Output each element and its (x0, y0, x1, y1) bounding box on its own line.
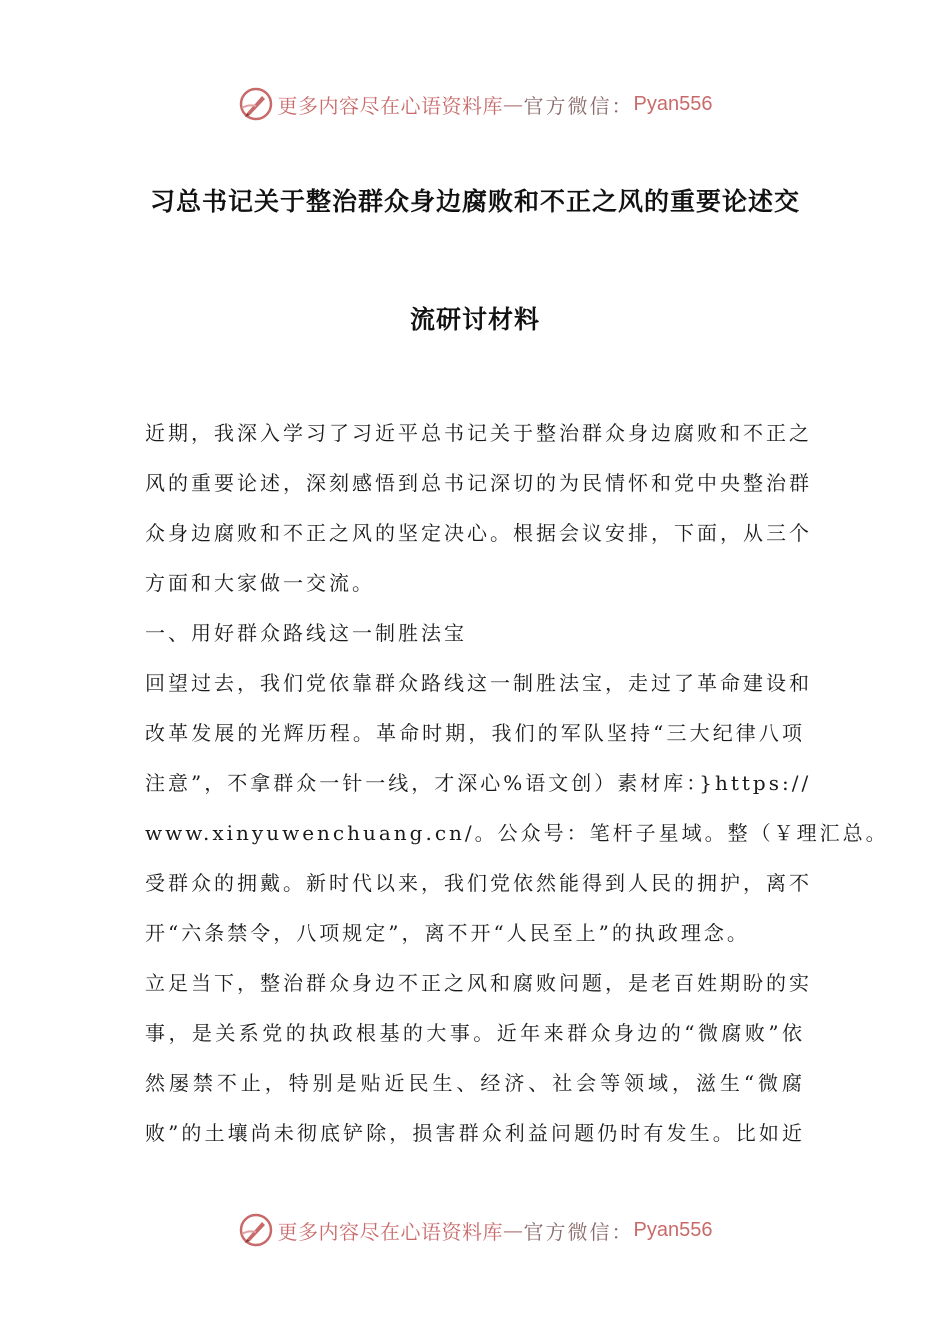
body-line: 开“六条禁令，八项规定”，离不开“人民至上”的执政理念。 (145, 921, 750, 945)
body-line: 风的重要论述，深刻感悟到总书记深切的为民情怀和党中央整治群 (145, 471, 812, 495)
banner-dash: — (503, 1218, 524, 1242)
body-line: 改革发展的光辉历程。革命时期，我们的军队坚持“三大纪律八项 (145, 721, 805, 745)
footer-watermark-banner (0, 1208, 950, 1252)
body-line: 方面和大家做一交流。 (145, 571, 375, 595)
banner-site-text: 更多内容尽在心语资料库 (277, 93, 504, 118)
banner-dash: — (503, 92, 524, 116)
body-line-url: www.xinyuwenchuang.cn/。公众号：笔杆子星域。整（￥理汇总。 (145, 821, 889, 845)
header-watermark-banner (0, 82, 950, 126)
document-body (145, 408, 889, 1158)
body-line: 近期，我深入学习了习近平总书记关于整治群众身边腐败和不正之 (145, 421, 812, 445)
pen-logo-icon (238, 86, 274, 122)
banner-wechat-id: Pyan556 (633, 1218, 713, 1241)
document-title-line-1: 习总书记关于整治群众身边腐败和不正之风的重要论述交 (149, 187, 800, 216)
banner-site-text: 更多内容尽在心语资料库 (277, 1219, 504, 1244)
body-line: 然屡禁不止，特别是贴近民生、经济、社会等领域，滋生“微腐 (145, 1071, 805, 1095)
body-line: 败”的土壤尚未彻底铲除，损害群众利益问题仍时有发生。比如近 (145, 1121, 805, 1145)
banner-wechat-label: 官方微信： (523, 1219, 634, 1244)
banner-wechat-label: 官方微信： (523, 93, 634, 118)
body-line: 注意”，不拿群众一针一线，才深心%语文创）素材库：}https:// (145, 771, 812, 795)
document-title-line-2: 流研讨材料 (409, 305, 540, 334)
body-line: 回望过去，我们党依靠群众路线这一制胜法宝，走过了革命建设和 (145, 671, 812, 695)
body-line: 事，是关系党的执政根基的大事。近年来群众身边的“微腐败”依 (145, 1021, 805, 1045)
body-line: 受群众的拥戴。新时代以来，我们党依然能得到人民的拥护，离不 (145, 871, 812, 895)
body-line: 众身边腐败和不正之风的坚定决心。根据会议安排，下面，从三个 (145, 521, 812, 545)
pen-logo-icon (238, 1212, 274, 1248)
body-line: 立足当下，整治群众身边不正之风和腐败问题，是老百姓期盼的实 (145, 971, 812, 995)
section-heading: 一、用好群众路线这一制胜法宝 (145, 621, 467, 645)
banner-wechat-id: Pyan556 (633, 92, 713, 115)
